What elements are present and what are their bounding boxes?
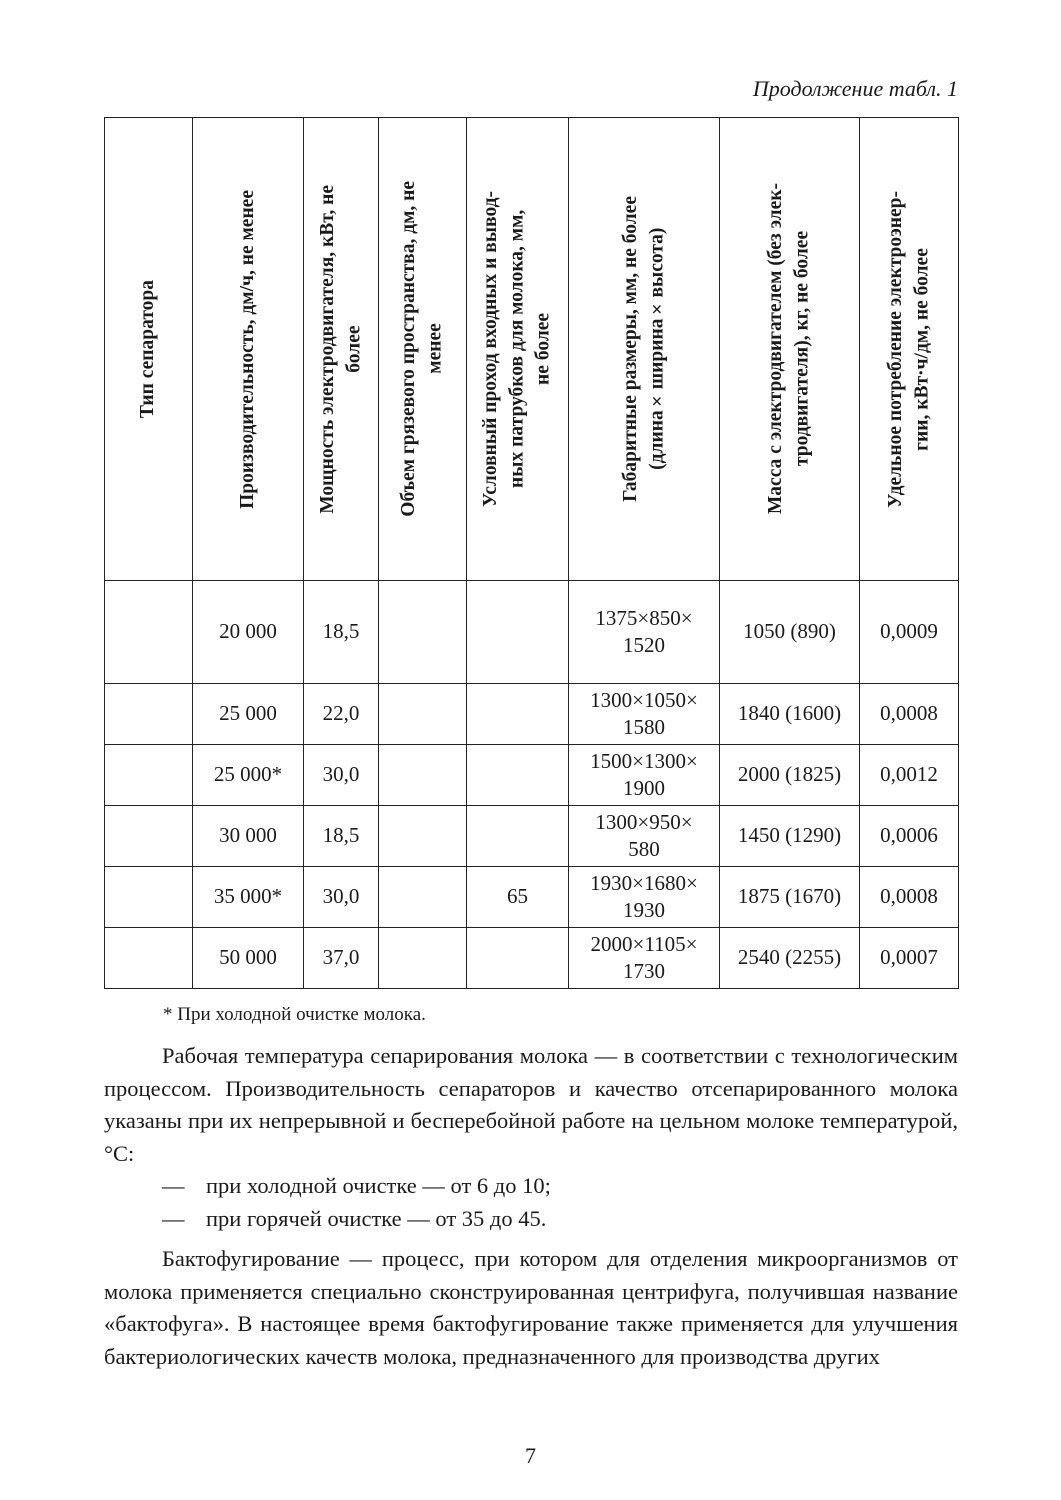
table-header-row bbox=[105, 118, 959, 581]
table-caption: Продолжение табл. 1 bbox=[752, 76, 958, 101]
cell-power: 37,0 bbox=[304, 928, 379, 989]
bullet-dash: — bbox=[162, 1173, 185, 1198]
header-dimensions: Габаритные размеры, мм, не более (длина×ширина×высота) bbox=[569, 118, 720, 581]
cell-mass: 1050 (890) bbox=[720, 581, 860, 684]
cell-volume bbox=[379, 806, 467, 867]
header-capacity: Производительность, дм/ч, не менее bbox=[193, 118, 304, 581]
table-row bbox=[105, 745, 959, 806]
table-row bbox=[105, 806, 959, 867]
header-energy: Удельное потребление электроэнер- гии, кВт·ч/дм, не более bbox=[860, 118, 959, 581]
cell-capacity: 30 000 bbox=[193, 806, 304, 867]
cell-type bbox=[105, 581, 193, 684]
cell-mass: 1875 (1670) bbox=[720, 867, 860, 928]
cell-type bbox=[105, 928, 193, 989]
bullet-item bbox=[104, 1203, 958, 1236]
paragraph-temperature: Рабочая температура сепарирования молока — в соответствии с технологическим процессом. Производительность сепараторов и качество отсепарированного молока указаны при их непрерывной и бесперебойной работе на цельном молоке температурой, °С: bbox=[104, 1043, 958, 1166]
cell-pipe bbox=[467, 806, 569, 867]
cell-power: 30,0 bbox=[304, 867, 379, 928]
cell-mass: 1840 (1600) bbox=[720, 684, 860, 745]
cell-capacity: 20 000 bbox=[193, 581, 304, 684]
cell-type bbox=[105, 684, 193, 745]
cell-dimensions: 1375×850× 1520 bbox=[569, 581, 720, 684]
table-row bbox=[105, 928, 959, 989]
header-power: Мощность электродвигателя, кВт, не более bbox=[304, 118, 379, 581]
cell-dimensions: 2000×1105× 1730 bbox=[569, 928, 720, 989]
cell-pipe: 65 bbox=[467, 867, 569, 928]
header-mass: Масса с электродвигателем (без элек- тродвигателя), кг, не более bbox=[720, 118, 860, 581]
cell-mass: 2540 (2255) bbox=[720, 928, 860, 989]
cell-pipe bbox=[467, 684, 569, 745]
table-row bbox=[105, 867, 959, 928]
cell-volume bbox=[379, 928, 467, 989]
bullet-text: при горячей очистке — от 35 до 45. bbox=[206, 1205, 547, 1231]
cell-dimensions: 1300×1050× 1580 bbox=[569, 684, 720, 745]
cell-type bbox=[105, 745, 193, 806]
body-text bbox=[104, 1040, 958, 1373]
cell-type bbox=[105, 806, 193, 867]
cell-power: 18,5 bbox=[304, 581, 379, 684]
cell-energy: 0,0012 bbox=[860, 745, 959, 806]
header-volume: Объем грязевого пространства, дм, не менее bbox=[379, 118, 467, 581]
bullet-item bbox=[104, 1170, 958, 1203]
paragraph-bactofugation: Бактофугирование — процесс, при котором для отделения микроорганизмов от молока применяется специально сконструированная центрифуга, получившая название «бактофуга». В настоящее время бактофугирование также применяется для улучшения бактериологических качеств молока, предназначенного для производства других bbox=[104, 1246, 958, 1369]
header-pipe: Условный проход входных и вывод- ных патрубков для молока, мм, не более bbox=[467, 118, 569, 581]
cell-volume bbox=[379, 684, 467, 745]
cell-volume bbox=[379, 581, 467, 684]
cell-mass: 2000 (1825) bbox=[720, 745, 860, 806]
header-type: Тип сепаратора bbox=[105, 118, 193, 581]
cell-energy: 0,0006 bbox=[860, 806, 959, 867]
cell-pipe bbox=[467, 581, 569, 684]
cell-capacity: 25 000 bbox=[193, 684, 304, 745]
bullet-dash: — bbox=[162, 1205, 185, 1231]
cell-power: 30,0 bbox=[304, 745, 379, 806]
cell-energy: 0,0007 bbox=[860, 928, 959, 989]
cell-pipe bbox=[467, 928, 569, 989]
separator-table bbox=[104, 117, 959, 989]
cell-capacity: 35 000* bbox=[193, 867, 304, 928]
cell-type bbox=[105, 867, 193, 928]
table-footnote: * При холодной очистке молока. bbox=[163, 1004, 426, 1025]
bullet-text: при холодной очистке — от 6 до 10; bbox=[206, 1173, 551, 1198]
cell-pipe bbox=[467, 745, 569, 806]
table-row bbox=[105, 684, 959, 745]
table-row bbox=[105, 581, 959, 684]
cell-energy: 0,0008 bbox=[860, 867, 959, 928]
page-number: 7 bbox=[525, 1443, 536, 1468]
cell-energy: 0,0008 bbox=[860, 684, 959, 745]
cell-capacity: 25 000* bbox=[193, 745, 304, 806]
cell-volume bbox=[379, 867, 467, 928]
cell-power: 18,5 bbox=[304, 806, 379, 867]
cell-dimensions: 1300×950× 580 bbox=[569, 806, 720, 867]
cell-energy: 0,0009 bbox=[860, 581, 959, 684]
cell-dimensions: 1930×1680× 1930 bbox=[569, 867, 720, 928]
cell-volume bbox=[379, 745, 467, 806]
cell-power: 22,0 bbox=[304, 684, 379, 745]
cell-dimensions: 1500×1300× 1900 bbox=[569, 745, 720, 806]
cell-capacity: 50 000 bbox=[193, 928, 304, 989]
cell-mass: 1450 (1290) bbox=[720, 806, 860, 867]
